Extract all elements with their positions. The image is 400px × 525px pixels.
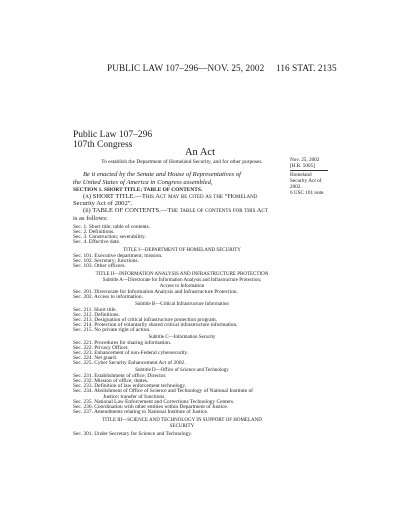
short-title-line-1: (a) SHORT TITLE.—This Act may be cited as the “Homeland <box>83 193 258 200</box>
toc-entry: Sec. 202. Access to information. <box>73 293 143 300</box>
toc-entry: Sec. 3. Construction; severability. <box>73 234 146 240</box>
toc-entry: Sec. 236. Coordination with other entities within Department of Justice. <box>73 403 229 410</box>
toc-intro-line-1: (b) TABLE OF CONTENTS.—The table of contents for this Act <box>83 207 268 215</box>
act-title: An Act <box>184 147 216 158</box>
congress-number: 107th Congress <box>73 140 133 150</box>
toc-entry: Sec. 221. Procedures for sharing information. <box>73 339 172 346</box>
margin-short-title-2: Security Act of <box>290 178 322 184</box>
enacting-line-1: Be it enacted by the Senate and House of Representatives of <box>83 171 241 179</box>
toc-subtitle-d-sections <box>73 374 291 415</box>
margin-rule <box>290 170 328 171</box>
toc-entry: Sec. 231. Establishment of office; Director. <box>73 373 167 380</box>
toc-entry: Sec. 1. Short title; table of contents. <box>73 223 151 230</box>
toc-entry: Sec. 102. Secretary; functions. <box>73 258 139 265</box>
margin-bill: [H.R. 5005] <box>290 163 315 169</box>
main-text <box>73 158 291 437</box>
table-of-contents <box>73 225 291 437</box>
toc-entry: Sec. 224. Net guard. <box>73 355 118 362</box>
toc-entry: Sec. 235. National Law Enforcement and Corrections Technology Centers. <box>73 398 235 405</box>
toc-subtitle-d: Subtitle D—Office of Science and Technology <box>135 368 229 374</box>
toc-subtitle-a-1: Subtitle A—Directorate for Information Analysis and Infrastructure Protection; <box>102 278 262 284</box>
toc-title-1: TITLE I—DEPARTMENT OF HOMELAND SECURITY <box>123 248 241 254</box>
section-1-heading: SECTION 1. SHORT TITLE; TABLE OF CONTENTS. <box>73 186 203 193</box>
toc-entry: Justice; transfer of functions. <box>103 393 166 400</box>
toc-title-1-sections <box>73 254 291 269</box>
toc-entry: Sec. 222. Privacy Officer. <box>73 345 129 351</box>
toc-entry: Sec. 223. Enhancement of non-Federal cybersecurity. <box>73 350 189 357</box>
toc-title-2: TITLE II—INFORMATION ANALYSIS AND INFRASTRUCTURE PROTECTION <box>95 272 269 278</box>
toc-subtitle-c: Subtitle C—Information Security <box>148 335 216 341</box>
toc-entry: Sec. 101. Executive department; mission. <box>73 252 163 259</box>
short-title-line-2: Security Act of 2002”. <box>73 200 133 208</box>
toc-entry: Sec. 212. Definitions. <box>73 311 120 318</box>
running-head-citation: PUBLIC LAW 107–296—NOV. 25, 2002 <box>107 63 265 73</box>
toc-entry: Sec. 211. Short title. <box>73 306 117 313</box>
toc-intro-line-2: is as follows: <box>73 214 108 222</box>
margin-date: Nov. 25, 2002 <box>290 157 320 163</box>
toc-entry: Sec. 4. Effective date. <box>73 239 121 246</box>
toc-entry: Sec. 214. Protection of voluntarily shared critical infrastructure information. <box>73 321 238 328</box>
toc-entry: Sec. 237. Amendments relating to National Institute of Justice. <box>73 408 209 415</box>
public-law-number: Public Law 107–296 <box>73 130 153 140</box>
toc-entry: Sec. 201. Directorate for Information Analysis and Infrastructure Protection. <box>73 288 238 295</box>
toc-subtitle-c-sections <box>73 341 291 366</box>
toc-subtitle-b-sections <box>73 308 291 333</box>
toc-entry: Sec. 232. Mission of office; duties. <box>73 378 149 385</box>
enacting-clause <box>73 171 291 185</box>
purpose-line: To establish the Department of Homeland Security, and for other purposes. <box>101 159 263 165</box>
toc-title-3-sections <box>73 432 291 437</box>
margin-usc: 6 USC 101 note. <box>290 190 325 196</box>
toc-entry: Sec. 225. Cyber Security Enhancement Act of 2002. <box>73 360 186 367</box>
running-head-statute: 116 STAT. 2135 <box>276 63 337 73</box>
margin-short-title-3: 2002. <box>290 184 302 190</box>
toc-entry: Sec. 301. Under Secretary for Science and Technology. <box>73 430 192 437</box>
toc-entry: Sec. 233. Definition of law enforcement technology. <box>73 383 186 390</box>
margin-short-title-1: Homeland <box>290 172 312 178</box>
toc-entry: Sec. 2. Definitions. <box>73 228 115 235</box>
section-1-text <box>73 193 291 222</box>
toc-title-3-line-2: SECURITY <box>169 423 195 429</box>
toc-general <box>73 225 291 245</box>
toc-entry: Sec. 234. Abolishment of Office of Science and Technology of National Institute of <box>73 388 253 395</box>
margin-notes <box>290 157 350 196</box>
toc-entry: Sec. 103. Other officers. <box>73 263 126 270</box>
toc-entry: Sec. 215. No private right of action. <box>73 327 151 334</box>
toc-entry: Sec. 213. Designation of critical infrastructure protection program. <box>73 316 218 323</box>
enacting-line-2: the United States of America in Congress assembled, <box>73 178 213 186</box>
toc-subtitle-b: Subtitle B—Critical Infrastructure Information <box>135 301 229 307</box>
toc-title-3-line-1: TITLE III—SCIENCE AND TECHNOLOGY IN SUPPORT OF HOMELAND <box>102 417 262 423</box>
toc-subtitle-a-sections <box>73 290 291 300</box>
toc-subtitle-a-2: Access to Information <box>159 283 205 289</box>
